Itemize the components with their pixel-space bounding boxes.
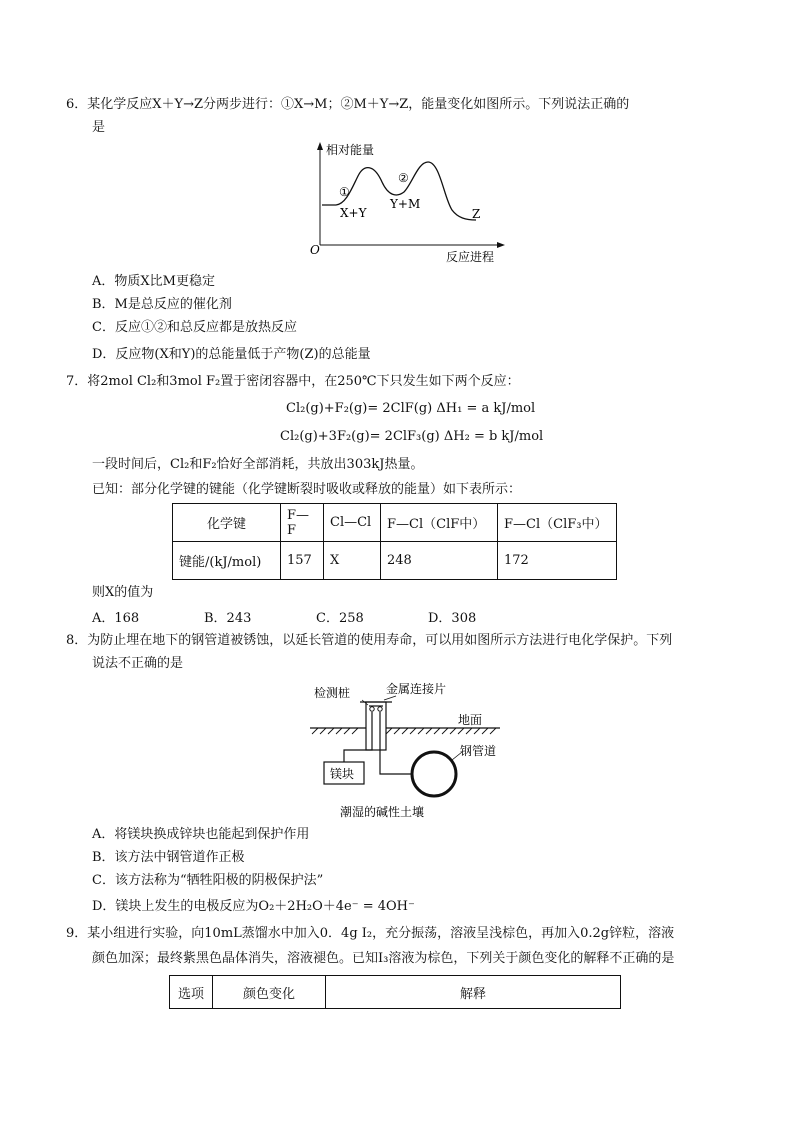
table-row (173, 542, 617, 580)
step1-label: ① (339, 185, 350, 199)
cathodic-protection-diagram (300, 676, 520, 826)
ground-label: 地面 (458, 713, 483, 727)
q6-stem-line2: 是 (92, 120, 106, 135)
q7-stem: 7．将2mol Cl₂和3mol F₂置于密闭容器中，在250℃下只发生如下两个反应： (66, 374, 520, 389)
q9-table (169, 975, 621, 1009)
table-header-cell: F—Cl（ClF中） (381, 504, 498, 542)
intermediate-label: Y+M (390, 197, 421, 211)
q6-option-a: A．物质X比M更稳定 (92, 274, 215, 289)
table-cell: 172 (498, 542, 617, 580)
q7-option-b: B．243 (204, 611, 252, 626)
metal-piece-label: 金属连接片 (386, 682, 447, 696)
ground-hatch (312, 728, 496, 734)
table-header-cell: Cl—Cl (324, 504, 381, 542)
q6-option-d: D．反应物(X和Y)的总能量低于产物(Z)的总能量 (92, 347, 371, 362)
q7-ask: 则X的值为 (92, 585, 154, 600)
step2-label: ② (398, 171, 409, 185)
table-header-cell: 化学键 (173, 504, 281, 542)
q7-equation-2: Cl₂(g)+3F₂(g)= 2ClF₃(g) ΔH₂ = b kJ/mol (280, 429, 544, 444)
y-axis-label: 相对能量 (326, 143, 375, 157)
table-cell: 键能/(kJ/mol) (173, 542, 281, 580)
steel-pipe (412, 752, 456, 796)
table-header-cell: 解释 (326, 976, 621, 1009)
q6-stem-line1: 6．某化学反应X＋Y→Z分两步进行：①X→M；②M＋Y→Z，能量变化如图所示。下列说法正确的 (66, 97, 630, 112)
table-row (170, 976, 621, 1009)
q6-option-c: C．反应①②和总反应都是放热反应 (92, 320, 297, 335)
table-header-cell: 选项 (170, 976, 213, 1009)
q7-options (92, 607, 476, 626)
table-header-cell: 颜色变化 (213, 976, 326, 1009)
table-cell: 248 (381, 542, 498, 580)
q9-stem-line1: 9．某小组进行实验，向10mL蒸馏水中加入0．4g I₂，充分振荡，溶液呈浅棕色，再加入0.2g锌粒，溶液 (66, 926, 675, 941)
table-row (173, 504, 617, 542)
x-axis-label: 反应进程 (446, 250, 495, 264)
q8-option-c: C．该方法称为“牺牲阳极的阴极保护法” (92, 873, 324, 888)
q9-stem-line2: 颜色加深；最终紫黑色晶体消失，溶液褪色。已知I₃溶液为棕色，下列关于颜色变化的解释不正确的是 (92, 951, 675, 966)
q7-option-a: A．168 (92, 611, 140, 626)
soil-label: 潮湿的碱性土壤 (340, 805, 425, 819)
test-post-label: 检测桩 (314, 686, 351, 700)
q8-stem-line2: 说法不正确的是 (92, 656, 184, 671)
q7-option-c: C．258 (316, 611, 364, 626)
q7-line4: 已知：部分化学键的键能（化学键断裂时吸收或释放的能量）如下表所示： (92, 482, 522, 497)
q7-option-d: D．308 (428, 611, 477, 626)
q6-option-b: B．M是总反应的催化剂 (92, 297, 232, 312)
table-header-cell: F—F (281, 504, 324, 542)
product-label: Z (472, 207, 481, 221)
energy-diagram (300, 140, 510, 270)
origin-label: O (310, 243, 320, 257)
table-cell: 157 (281, 542, 324, 580)
q7-line3: 一段时间后，Cl₂和F₂恰好全部消耗，共放出303kJ热量。 (92, 457, 424, 472)
q8-stem-line1: 8．为防止埋在地下的钢管道被锈蚀，以延长管道的使用寿命，可以用如图所示方法进行电化学保护。下列 (66, 633, 673, 648)
table-header-cell: F—Cl（ClF₃中） (498, 504, 617, 542)
table-cell: X (324, 542, 381, 580)
q8-option-b: B．该方法中钢管道作正极 (92, 850, 245, 865)
q8-option-a: A．将镁块换成锌块也能起到保护作用 (92, 827, 310, 842)
test-post (366, 702, 386, 750)
y-axis-arrow (317, 142, 323, 150)
x-axis-arrow (497, 242, 505, 248)
q7-equation-1: Cl₂(g)+F₂(g)= 2ClF(g) ΔH₁ = a kJ/mol (286, 401, 536, 416)
q8-option-d: D．镁块上发生的电极反应为O₂＋2H₂O＋4e⁻ = 4OH⁻ (92, 899, 415, 914)
bond-energy-table (172, 503, 617, 580)
reactants-label: X+Y (340, 206, 367, 220)
steel-pipe-label: 钢管道 (460, 744, 497, 758)
mg-block-label: 镁块 (330, 767, 355, 781)
